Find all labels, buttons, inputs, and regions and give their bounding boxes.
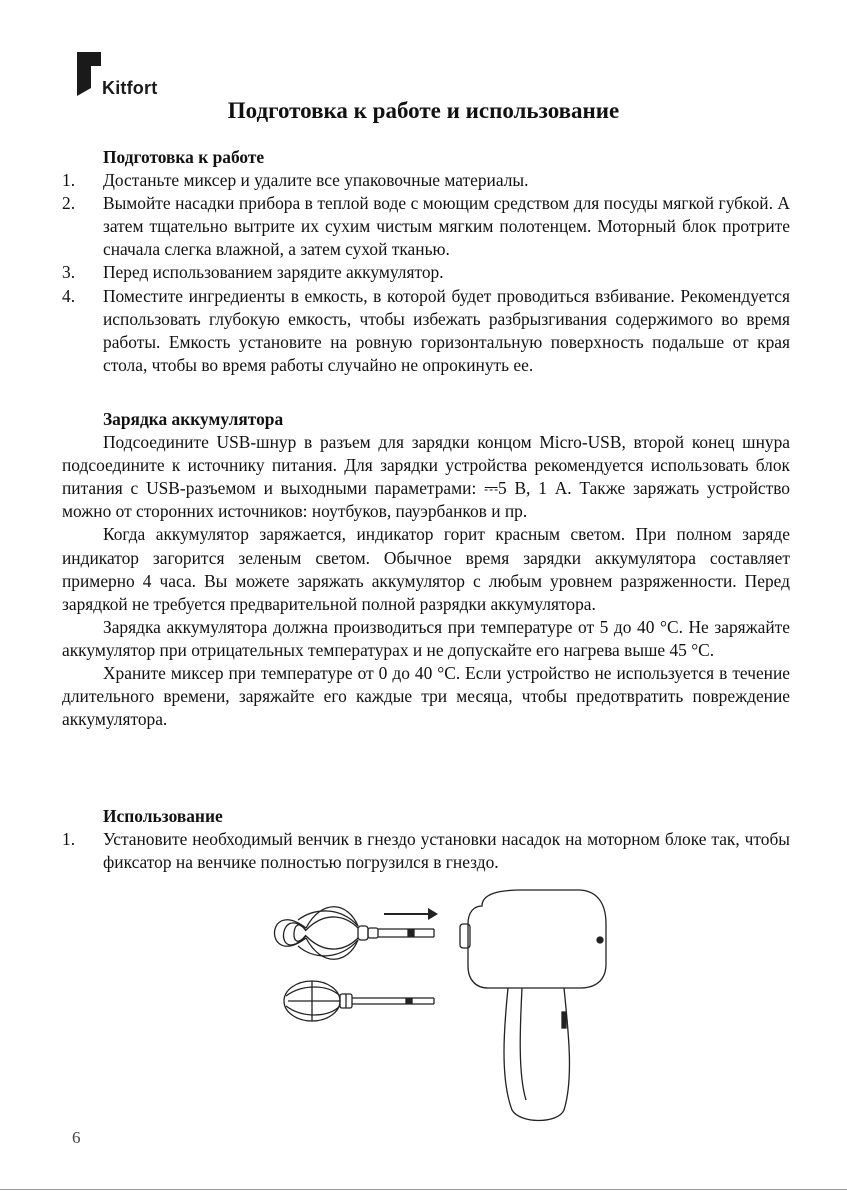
list-text: Вымойте насадки прибора в теплой воде с моющим средством для посуды мягкой губкой. А затем тщательно вытрите их сухим чистым мягким полотенцем. Моторный блок протрите сначала слегка влажной, а затем сухой тканью. [103, 193, 790, 260]
page-number: 6 [72, 1128, 81, 1147]
list-item [62, 169, 790, 192]
beater-whisk-icon [284, 981, 434, 1021]
section-charging [62, 408, 790, 731]
list-text: Поместите ингредиенты в емкость, в которой будет проводиться взбивание. Рекомендуется использовать глубокую емкость, чтобы избежать разбрызгивания содержимого во время работы. Емкость установите на ровную горизонтальную поверхность подальше от края стола, чтобы во время работы случайно не опрокинуть ее. [103, 285, 790, 375]
section-heading: Использование [103, 806, 223, 826]
arrow-right-icon [384, 908, 438, 920]
list-item [62, 192, 790, 261]
list-number: 3. [62, 262, 76, 283]
paragraph: Подсоедините USB-шнур в разъем для зарядки концом Micro-USB, второй конец шнура подсоедините к источнику питания. Для зарядки устройства рекомендуется использовать блок питания с USB-разъемом и выходными параметрами: ⎓5 В, 1 А. Также заряжать устройство можно от сторонних источников: ноутбуков, пауэрбанков и пр. [62, 432, 790, 522]
section-preparation [62, 146, 790, 377]
bottom-divider [0, 1189, 847, 1190]
list-item [62, 261, 790, 284]
brand-logo [77, 52, 187, 102]
brand-name: Kitfort [102, 78, 158, 98]
list-item [62, 828, 790, 874]
list-number: 2. [62, 193, 76, 214]
list-text: Достаньте миксер и удалите все упаковочные материалы. [103, 170, 529, 191]
list-item [62, 285, 790, 377]
list-text: Установите необходимый венчик в гнездо установки насадок на моторном блоке так, чтобы фиксатор на венчике полностью погрузился в гнездо. [103, 829, 790, 873]
section-heading: Зарядка аккумулятора [103, 409, 284, 429]
paragraph: Когда аккумулятор заряжается, индикатор горит красным светом. При полном заряде индикатор загорится зеленым светом. Обычное время зарядки аккумулятора составляет примерно 4 часа. Вы можете заряжать аккумулятор с любым уровнем разряженности. Перед зарядкой не требуется предварительной полной разрядки аккумулятора. [62, 524, 790, 614]
paragraph: Зарядка аккумулятора должна производиться при температуре от 5 до 40 °C. Не заряжайте аккумулятор при отрицательных температурах и не допускайте его нагрева выше 45 °C. [62, 616, 790, 660]
list-text: Перед использованием зарядите аккумулятор. [103, 262, 444, 283]
list-number: 1. [62, 170, 76, 191]
section-heading: Подготовка к работе [103, 147, 265, 167]
list-number: 4. [62, 285, 76, 306]
mixer-illustration [262, 888, 622, 1128]
kitfort-logo-mark-icon [77, 52, 101, 96]
page-title: Подготовка к работе и использование [227, 98, 620, 123]
motor-unit-icon [460, 890, 606, 1121]
list-number: 1. [62, 829, 76, 850]
paragraph: Храните миксер при температуре от 0 до 40 °C. Если устройство не используется в течение длительного времени, заряжайте его каждые три месяца, чтобы предотвратить повреждение аккумулятора. [62, 663, 790, 730]
section-usage [62, 805, 790, 874]
